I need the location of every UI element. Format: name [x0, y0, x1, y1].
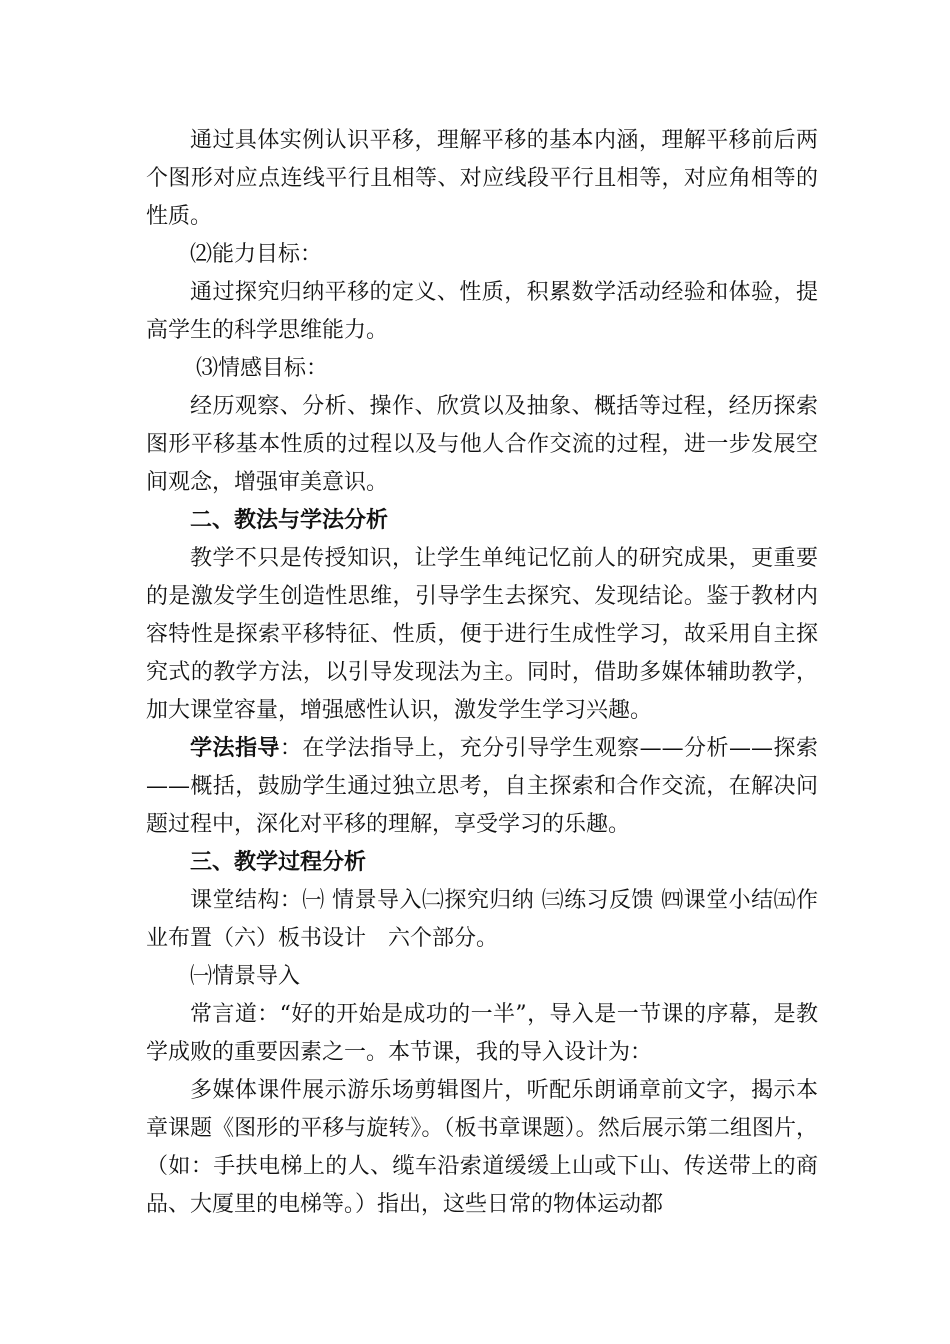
scenario-intro-heading: ㈠情景导入 — [190, 964, 301, 989]
ability-objective-heading: ⑵能力目标： — [190, 242, 323, 267]
section-heading-teaching-process: 三、教学过程分析 — [190, 850, 367, 875]
section-heading-teaching-methods: 二、教法与学法分析 — [190, 508, 389, 533]
objective-knowledge-text: 通过具体实例认识平移，理解平移的基本内涵，理解平移前后两个图形对应点连线平行且相等、对应线段平行且相等，对应角相等的性质。 — [146, 128, 818, 229]
learning-guidance-paragraph — [146, 730, 818, 844]
emotion-objective-heading: ⑶情感目标： — [196, 356, 329, 381]
document-page — [146, 122, 818, 1224]
multimedia-intro-text: 多媒体课件展示游乐场剪辑图片，听配乐朗诵章前文字，揭示本章课题《图形的平移与旋转》。（板书章课题）。然后展示第二组图片，（如：手扶电梯上的人、缆车沿索道缓缓上山或下山、传送带上的商品、大厦里的电梯等。）指出，这些日常的物体运动都 — [146, 1078, 818, 1217]
emotion-objective-text: 经历观察、分析、操作、欣赏以及抽象、概括等过程，经历探索图形平移基本性质的过程以及与他人合作交流的过程，进一步发展空间观念，增强审美意识。 — [146, 394, 818, 495]
ability-objective-text: 通过探究归纳平移的定义、性质，积累数学活动经验和体验，提高学生的科学思维能力。 — [146, 280, 818, 343]
class-structure-text: 课堂结构：㈠ 情景导入㈡探究归纳 ㈢练习反馈 ㈣课堂小结㈤作业布置（六）板书设计 六个部分。 — [146, 888, 818, 951]
learning-guidance-lead: 学法指导 — [190, 736, 280, 761]
learning-guidance-text: ：在学法指导上，充分引导学生观察——分析——探索——概括，鼓励学生通过独立思考，自主探索和合作交流，在解决问题过程中，深化对平移的理解，享受学习的乐趣。 — [146, 736, 818, 837]
intro-saying-text: 常言道：“好的开始是成功的一半”，导入是一节课的序幕，是教学成败的重要因素之一。本节课，我的导入设计为： — [146, 1002, 818, 1065]
teaching-methods-text: 教学不只是传授知识，让学生单纯记忆前人的研究成果，更重要的是激发学生创造性思维，引导学生去探究、发现结论。鉴于教材内容特性是探索平移特征、性质，便于进行生成性学习，故采用自主探究式的教学方法，以引导发现法为主。同时，借助多媒体辅助教学，加大课堂容量，增强感性认识，激发学生学习兴趣。 — [146, 546, 818, 723]
